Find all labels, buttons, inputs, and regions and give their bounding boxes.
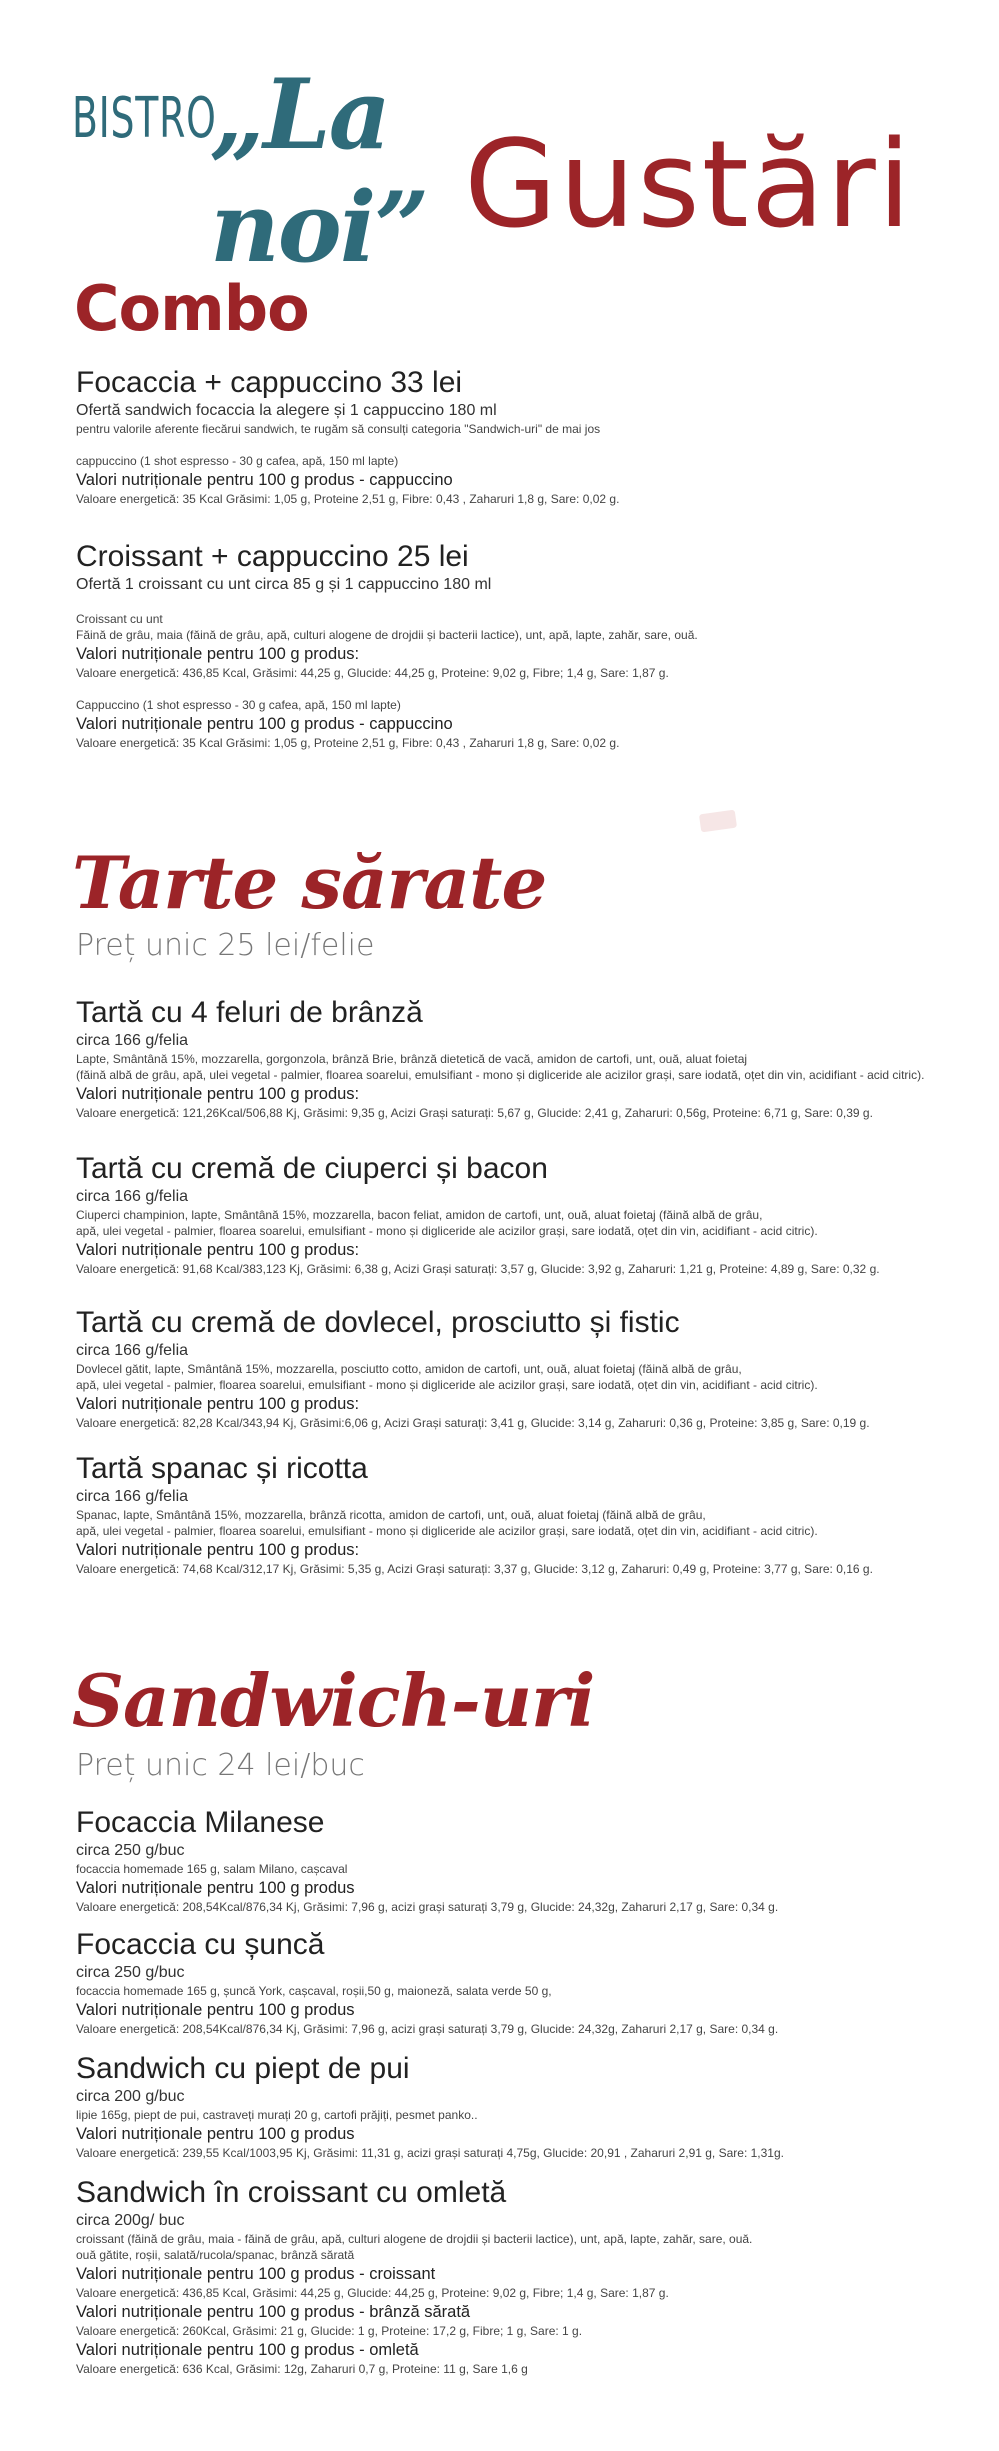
nutrition-values: Valoare energetică: 436,85 Kcal, Grăsimi: 44,25 g, Glucide: 44,25 g, Proteine: 9,02 g, Fibre; 1,4 g, Sare: 1,87 g. xyxy=(76,666,669,680)
item-weight: circa 166 g/felia xyxy=(76,1342,189,1359)
item-note: Croissant cu unt xyxy=(76,612,163,626)
item-weight: circa 166 g/felia xyxy=(76,1032,189,1049)
nutrition-heading: Valori nutriționale pentru 100 g produs xyxy=(76,1879,355,1898)
item-name: Croissant + cappuccino 25 lei xyxy=(76,540,469,573)
menu-item-focaccia-sunca xyxy=(76,1928,986,2037)
item-weight: circa 250 g/buc xyxy=(76,1842,185,1859)
nutrition-values: Valoare energetică: 208,54Kcal/876,34 Kj, Grăsimi: 7,96 g, acizi grași saturați 3,79 g, Glucide: 24,32g, Zaharuri 2,17 g, Sare: 0,34 g. xyxy=(76,1899,779,1914)
item-ingredients: Dovlecel gătit, lapte, Smântână 15%, mozzarella, posciutto cotto, amidon de cartofi, unt, ouă, aluat foietaj (făină albă de grâu, xyxy=(76,1362,742,1376)
nutrition-values: Valoare energetică: 239,55 Kcal/1003,95 Kj, Grăsimi: 11,31 g, acizi grași saturați 4,75g, Glucide: 20,91 , Zaharuri 2,91 g, Sare: 1,31g. xyxy=(76,2145,784,2160)
nutrition-values: Valoare energetică: 208,54Kcal/876,34 Kj, Grăsimi: 7,96 g, acizi grași saturați 3,79 g, Glucide: 24,32g, Zaharuri 2,17 g, Sare: 0,34 g. xyxy=(76,2021,779,2036)
nutrition-values: Valoare energetică: 121,26Kcal/506,88 Kj, Grăsimi: 9,35 g, Acizi Grași saturați: 5,67 g, Glucide: 2,41 g, Zaharuri: 0,56g, Proteine: 6,71 g, Sare: 0,39 g. xyxy=(76,1106,873,1120)
item-ingredients: (făină albă de grâu, apă, ulei vegetal - palmier, floarea soarelui, emulsifiant - mono și digliceride ale acizilor grași, sare iodată, oțet din vin, acidifiant - acid citric). xyxy=(76,1068,925,1083)
item-ingredients: lipie 165g, piept de pui, castraveți murați 20 g, cartofi prăjiți, pesmet panko.. xyxy=(76,2108,478,2122)
nutrition-heading: Valori nutriționale pentru 100 g produs - brânză sărată xyxy=(76,2303,471,2322)
item-note: pentru valorile aferente fiecărui sandwich, te rugăm să consulți categoria "Sandwich-uri" de mai jos xyxy=(76,422,601,436)
item-name: Tartă cu cremă de dovlecel, prosciutto și fistic xyxy=(76,1306,680,1339)
nutrition-heading: Valori nutriționale pentru 100 g produs: xyxy=(76,1085,360,1104)
nutrition-values: Valoare energetică: 260Kcal, Grăsimi: 21 g, Glucide: 1 g, Proteine: 17,2 g, Fibre; 1 g, Sare: 1 g. xyxy=(76,2323,583,2338)
nutrition-values: Valoare energetică: 74,68 Kcal/312,17 Kj, Grăsimi: 5,35 g, Acizi Grași saturați: 3,37 g, Glucide: 3,12 g, Zaharuri: 0,49 g, Proteine: 3,77 g, Sare: 0,16 g. xyxy=(76,1562,873,1576)
nutrition-heading: Valori nutriționale pentru 100 g produs - croissant xyxy=(76,2265,436,2284)
nutrition-heading: Valori nutriționale pentru 100 g produs xyxy=(76,2001,355,2020)
page-title: Gustări xyxy=(464,116,913,255)
item-name: Focaccia Milanese xyxy=(76,1806,325,1839)
menu-item-sandwich-croissant xyxy=(76,2176,986,2377)
menu-item-focaccia-cappuccino xyxy=(76,366,986,507)
item-name: Tartă spanac și ricotta xyxy=(76,1452,368,1485)
item-weight: circa 166 g/felia xyxy=(76,1188,189,1205)
item-name: Sandwich în croissant cu omletă xyxy=(76,2176,507,2209)
nutrition-heading: Valori nutriționale pentru 100 g produs xyxy=(76,2125,355,2144)
logo-bistro-text: BISTRO xyxy=(72,86,217,151)
nutrition-heading: Valori nutriționale pentru 100 g produs - cappuccino xyxy=(76,715,453,734)
logo-name-text: „La noi” xyxy=(210,58,428,284)
item-name: Focaccia + cappuccino 33 lei xyxy=(76,366,463,399)
item-ingredients: Făină de grâu, maia (făină de grâu, apă, culturi alogene de drojdii și bacterii lactice), unt, apă, lapte, zahăr, sare, ouă. xyxy=(76,628,698,643)
section-title-combo: Combo xyxy=(74,272,309,345)
item-ingredients: Lapte, Smântână 15%, mozzarella, gorgonzola, brânză Brie, brânză dietetică de vacă, amidon de cartofi, unt, ouă, aluat foietaj xyxy=(76,1052,748,1066)
item-name: Sandwich cu piept de pui xyxy=(76,2052,410,2085)
menu-item-focaccia-milanese xyxy=(76,1806,986,1915)
item-ingredients: croissant (făină de grâu, maia - făină de grâu, apă, culturi alogene de drojdii și bacterii lactice), unt, apă, lapte, zahăr, sare, ouă. xyxy=(76,2232,753,2246)
item-name: Tartă cu cremă de ciuperci și bacon xyxy=(76,1152,548,1185)
menu-item-sandwich-pui xyxy=(76,2052,986,2161)
item-ingredients: Ciuperci champinion, lapte, Smântână 15%, mozzarella, bacon feliat, amidon de cartofi, unt, ouă, aluat foietaj (făină albă de grâu, xyxy=(76,1208,763,1222)
item-ingredients: ouă gătite, roșii, salată/rucola/spanac, brânză sărată xyxy=(76,2248,355,2263)
menu-item-tarta-spanac xyxy=(76,1452,986,1577)
item-ingredients: apă, ulei vegetal - palmier, floarea soarelui, emulsifiant - mono și digliceride ale acizilor grași, sare iodată, oțet din vin, acidifiant - acid citric). xyxy=(76,1378,818,1393)
nutrition-heading: Valori nutriționale pentru 100 g produs - cappuccino xyxy=(76,471,453,490)
nutrition-values: Valoare energetică: 82,28 Kcal/343,94 Kj, Grăsimi:6,06 g, Acizi Grași saturați: 3,41 g, Glucide: 3,14 g, Zaharuri: 0,36 g, Proteine: 3,85 g, Sare: 0,19 g. xyxy=(76,1416,870,1430)
section-title-tarte: Tarte sărate xyxy=(72,840,547,925)
nutrition-values: Valoare energetică: 35 Kcal Grăsimi: 1,05 g, Proteine 2,51 g, Fibre: 0,43 , Zaharuri 1,8 g, Sare: 0,02 g. xyxy=(76,492,620,506)
menu-item-tarta-branza xyxy=(76,996,986,1121)
item-name: Focaccia cu șuncă xyxy=(76,1928,325,1961)
nutrition-heading: Valori nutriționale pentru 100 g produs - omletă xyxy=(76,2341,419,2359)
item-ingredients: cappuccino (1 shot espresso - 30 g cafea, apă, 150 ml lapte) xyxy=(76,454,399,469)
section-subtitle-sandwich: Preț unic 24 lei/buc xyxy=(76,1748,365,1783)
menu-item-tarta-ciuperci xyxy=(76,1152,986,1277)
item-description: Ofertă sandwich focaccia la alegere și 1 cappuccino 180 ml xyxy=(76,402,497,419)
item-ingredients: Spanac, lapte, Smântână 15%, mozzarella, brânză ricotta, amidon de cartofi, unt, ouă, aluat foietaj (făină albă de grâu, xyxy=(76,1508,706,1522)
menu-item-tarta-dovlecel xyxy=(76,1306,986,1431)
decorative-mark xyxy=(699,810,737,833)
bistro-logo xyxy=(72,58,492,284)
nutrition-heading: Valori nutriționale pentru 100 g produs: xyxy=(76,645,360,664)
section-title-sandwich: Sandwich-uri xyxy=(72,1658,595,1743)
item-ingredients: focaccia homemade 165 g, șuncă York, cașcaval, roșii,50 g, maioneză, salata verde 50 g, xyxy=(76,1984,552,1998)
nutrition-values: Valoare energetică: 35 Kcal Grăsimi: 1,05 g, Proteine 2,51 g, Fibre: 0,43 , Zaharuri 1,8 g, Sare: 0,02 g. xyxy=(76,736,620,750)
item-ingredients: Cappuccino (1 shot espresso - 30 g cafea, apă, 150 ml lapte) xyxy=(76,698,401,713)
item-ingredients: focaccia homemade 165 g, salam Milano, cașcaval xyxy=(76,1862,348,1876)
nutrition-values: Valoare energetică: 636 Kcal, Grăsimi: 12g, Zaharuri 0,7 g, Proteine: 11 g, Sare 1,6 g xyxy=(76,2361,528,2376)
nutrition-heading: Valori nutriționale pentru 100 g produs: xyxy=(76,1395,360,1414)
menu-item-croissant-cappuccino xyxy=(76,540,986,751)
item-description: Ofertă 1 croissant cu unt circa 85 g și 1 cappuccino 180 ml xyxy=(76,576,492,593)
item-weight: circa 250 g/buc xyxy=(76,1964,185,1981)
section-subtitle-tarte: Preț unic 25 lei/felie xyxy=(76,928,375,963)
nutrition-values: Valoare energetică: 436,85 Kcal, Grăsimi: 44,25 g, Glucide: 44,25 g, Proteine: 9,02 g, Fibre; 1,4 g, Sare: 1,87 g. xyxy=(76,2286,669,2300)
item-ingredients: apă, ulei vegetal - palmier, floarea soarelui, emulsifiant - mono și digliceride ale acizilor grași, sare iodată, oțet din vin, acidifiant - acid citric). xyxy=(76,1224,818,1239)
item-name: Tartă cu 4 feluri de brânză xyxy=(76,996,423,1029)
nutrition-values: Valoare energetică: 91,68 Kcal/383,123 Kj, Grăsimi: 6,38 g, Acizi Grași saturați: 3,57 g, Glucide: 3,92 g, Zaharuri: 1,21 g, Proteine: 4,89 g, Sare: 0,32 g. xyxy=(76,1262,880,1276)
item-weight: circa 200g/ buc xyxy=(76,2212,185,2229)
nutrition-heading: Valori nutriționale pentru 100 g produs: xyxy=(76,1541,360,1560)
item-weight: circa 166 g/felia xyxy=(76,1488,189,1505)
item-ingredients: apă, ulei vegetal - palmier, floarea soarelui, emulsifiant - mono și digliceride ale acizilor grași, sare iodată, oțet din vin, acidifiant - acid citric). xyxy=(76,1524,818,1539)
nutrition-heading: Valori nutriționale pentru 100 g produs: xyxy=(76,1241,360,1260)
item-weight: circa 200 g/buc xyxy=(76,2088,185,2105)
